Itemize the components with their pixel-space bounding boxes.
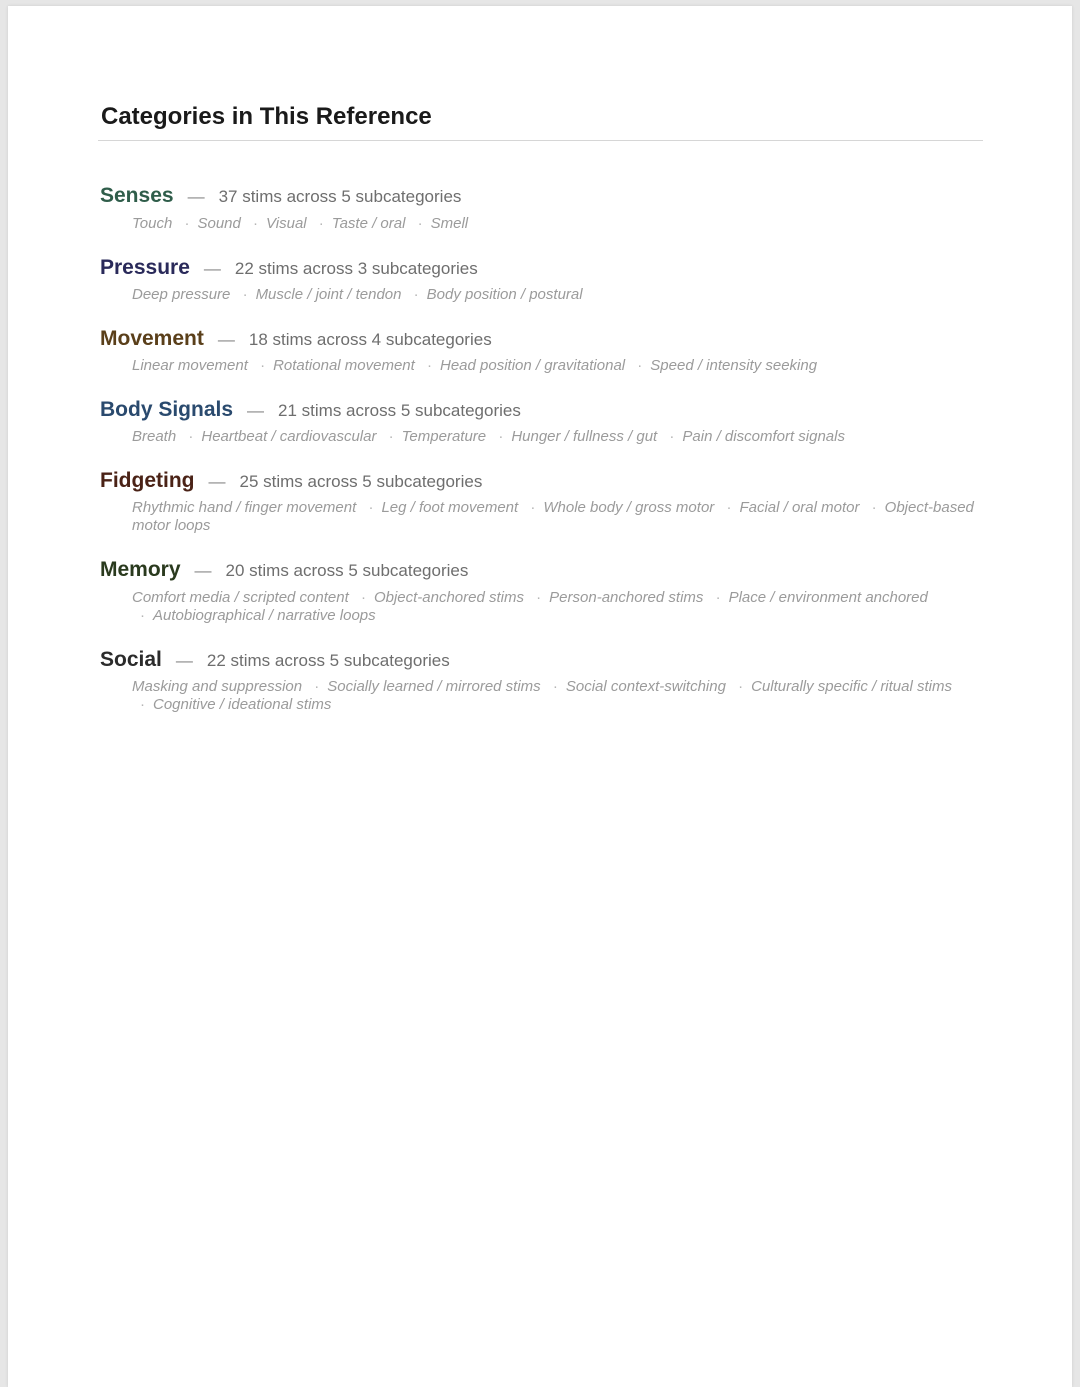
category-header [100, 647, 984, 672]
middot-separator: · [260, 356, 266, 374]
subcategory-item: Place / environment anchored [728, 588, 928, 606]
subcategory-item: Rhythmic hand / finger movement [132, 499, 357, 517]
category-header [100, 326, 984, 351]
middot-separator: · [360, 588, 366, 606]
category-name: Body Signals [100, 397, 234, 421]
subcategory-item: Person-anchored stims [549, 588, 704, 606]
middot-separator: · [368, 499, 374, 517]
page-title: Categories in This Reference [101, 103, 432, 130]
subcategory-item: Speed / intensity seeking [650, 356, 818, 374]
subcategory-item: Leg / foot movement [381, 499, 519, 517]
subcategory-list [132, 286, 988, 304]
category-entry [100, 397, 984, 446]
middot-separator: · [413, 285, 419, 303]
category-name: Fidgeting [100, 469, 195, 493]
category-entry [100, 255, 984, 304]
category-header [100, 468, 984, 493]
category-summary: 18 stims across 4 subcategories [248, 329, 492, 349]
middot-separator: · [314, 677, 320, 695]
middot-separator: · [140, 695, 145, 713]
subcategory-item: Smell [430, 214, 469, 232]
subcategory-list [132, 499, 988, 535]
middot-separator: · [427, 356, 432, 374]
subcategory-item: Taste / oral [331, 214, 406, 232]
subcategory-item: Hunger / fullness / gut [511, 428, 658, 446]
subcategory-item: Cognitive / ideational stims [153, 695, 332, 713]
subcategory-item: Heartbeat / cardiovascular [201, 428, 377, 446]
page-content [100, 104, 984, 736]
subcategory-item: Culturally specific / ritual stims [751, 677, 952, 695]
subcategory-item: Rotational movement [273, 356, 415, 374]
middot-separator: · [242, 285, 248, 303]
middot-separator: · [536, 588, 542, 606]
subcategory-item: Head position / gravitational [440, 356, 626, 374]
category-name: Movement [100, 326, 204, 350]
em-dash-separator: — [247, 400, 265, 420]
document-page [8, 6, 1072, 1387]
category-entry [100, 557, 984, 624]
category-header [100, 557, 984, 582]
subcategory-item: Socially learned / mirrored stims [327, 677, 541, 695]
middot-separator: · [417, 214, 423, 232]
middot-separator: · [530, 499, 536, 517]
category-header [100, 397, 984, 422]
subcategory-list [132, 357, 988, 375]
category-name: Social [100, 647, 162, 671]
subcategory-list [132, 678, 988, 714]
subcategory-list [132, 428, 988, 446]
category-header [100, 255, 984, 280]
middot-separator: · [184, 214, 190, 232]
middot-separator: · [871, 499, 877, 517]
middot-separator: · [253, 214, 259, 232]
subcategory-item: Social context-switching [565, 677, 726, 695]
subcategory-item: Autobiographical / narrative loops [153, 606, 376, 624]
category-entry [100, 647, 984, 714]
middot-separator: · [140, 606, 145, 624]
subcategory-item: Visual [266, 214, 307, 232]
subcategory-item: Breath [132, 428, 177, 446]
em-dash-separator: — [203, 258, 221, 278]
middot-separator: · [498, 428, 504, 446]
category-summary: 21 stims across 5 subcategories [278, 400, 521, 420]
title-divider [98, 140, 983, 141]
em-dash-separator: — [208, 472, 226, 492]
middot-separator: · [388, 428, 394, 446]
em-dash-separator: — [187, 187, 205, 207]
middot-separator: · [726, 499, 732, 517]
subcategory-item: Whole body / gross motor [543, 499, 715, 517]
subcategory-item: Body position / postural [426, 285, 583, 303]
category-summary: 20 stims across 5 subcategories [225, 561, 469, 581]
category-entry [100, 326, 984, 375]
middot-separator: · [188, 428, 194, 446]
category-summary: 22 stims across 3 subcategories [234, 258, 478, 278]
category-summary: 22 stims across 5 subcategories [206, 650, 450, 670]
category-entry [100, 468, 984, 535]
category-list [100, 183, 984, 713]
middot-separator: · [715, 588, 721, 606]
subcategory-item: Muscle / joint / tendon [255, 285, 402, 303]
subcategory-item: Deep pressure [132, 285, 231, 303]
subcategory-item: Comfort media / scripted content [132, 588, 349, 606]
subcategory-item: Pain / discomfort signals [682, 428, 845, 446]
em-dash-separator: — [175, 650, 193, 670]
subcategory-item: Touch [132, 214, 173, 232]
category-header [100, 183, 984, 208]
subcategory-item: Temperature [401, 428, 487, 446]
middot-separator: · [318, 214, 324, 232]
middot-separator: · [637, 356, 643, 374]
middot-separator: · [669, 428, 675, 446]
em-dash-separator: — [217, 329, 235, 349]
middot-separator: · [552, 677, 558, 695]
middot-separator: · [738, 677, 744, 695]
subcategory-item: Sound [197, 214, 241, 232]
subcategory-item: Object-anchored stims [373, 588, 524, 606]
category-name: Senses [100, 184, 174, 208]
category-summary: 25 stims across 5 subcategories [239, 472, 483, 492]
subcategory-item: Facial / oral motor [739, 499, 860, 517]
subcategory-item: Masking and suppression [132, 677, 303, 695]
subcategory-item: Object-based motor loops [132, 499, 974, 535]
category-entry [100, 183, 984, 232]
subcategory-list [132, 589, 988, 625]
category-summary: 37 stims across 5 subcategories [218, 187, 462, 207]
subcategory-item: Linear movement [132, 356, 248, 374]
category-name: Memory [100, 558, 181, 582]
category-name: Pressure [100, 255, 190, 279]
subcategory-list [132, 215, 988, 233]
em-dash-separator: — [194, 561, 212, 581]
